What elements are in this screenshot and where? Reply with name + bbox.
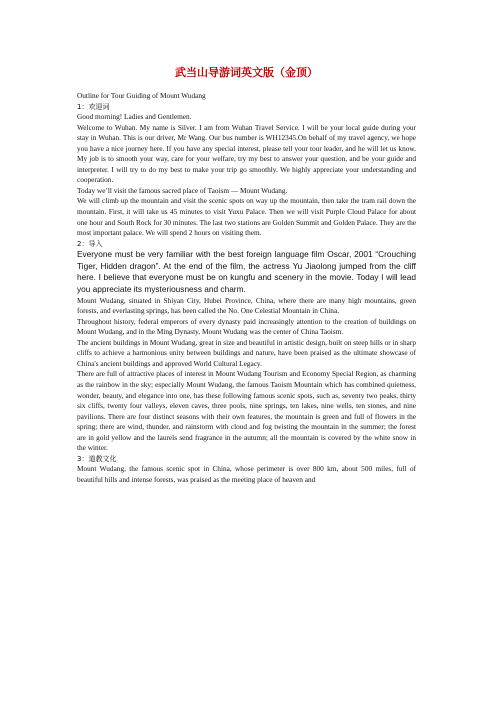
section-heading-taoist-culture: 3：道教文化 bbox=[77, 454, 117, 463]
document-content bbox=[77, 66, 416, 485]
document-title: 武当山导游词英文版（金顶） bbox=[175, 66, 318, 79]
outline-line: Outline for Tour Guiding of Mount Wudang bbox=[77, 91, 206, 100]
section-heading-welcome: 1：欢迎词 bbox=[77, 102, 110, 111]
section-heading-introduction: 2：导入 bbox=[77, 239, 103, 248]
paragraph: Welcome to Wuhan. My name is Silver. I am from Wuhan Travel Service. I will be your local guide during your stay in Wuhan. This is our driver, Mr Wang. Our bus number is WH12345.On behalf of my travel agency, we hope you have a nice journey here. If you have any special interest, please tell your tour leader, and he will let us know. My job is to smooth your way, care for your welfare, try my best to answer your question, and be your guide and interpreter. I will try to do my best to make your trip go smoothly. We highly appreciate your understanding and cooperation. bbox=[77, 122, 416, 185]
paragraph: There are full of attractive places of interest in Mount Wudang Tourism and Economy Special Region, as charming as the rainbow in the sky; especially Mount Wudang, the famous Taoism Mountain which has combined quietness, wonder, beauty, and elegance into one, has these following famous scenic spots, such as, seventy two peaks, thirty six cliffs, twenty four valleys, eleven caves, three pools, nine springs, ten lakes, nine wells, ten stones, and nine pavilions. There are four distinct seasons with their own features, the mountain is green and full of flowers in the spring; there are wind, thunder, and rainstorm with cloud and fog twisting the mountain in the summer; the forest are in gold yellow and the laurels send fragrance in the autumn; all the mountain is covered by the white snow in the winter. bbox=[77, 369, 416, 453]
paragraph: Mount Wudang, situated in Shiyan City, Hubei Province, China, where there are many high mountains, green forests, and everlasting springs, has been called the No. One Celestial Mountain in China. bbox=[77, 295, 416, 316]
paragraph: Good morning! Ladies and Gentlemen. bbox=[77, 112, 192, 122]
paragraph: Today we’ll visit the famous sacred place of Taoism — Mount Wudang. bbox=[77, 185, 288, 195]
paragraph: The ancient buildings in Mount Wudang, great in size and beautiful in artistic design, built on steep hills or in sharp cliffs to achieve a harmonious unity between buildings and nature, have been praised as the ultimate showcase of China's ancient buildings and approved World Cultural Legacy. bbox=[77, 337, 416, 368]
paragraph-large: Everyone must be very familiar with the best foreign language film Oscar, 2001 “Crouching Tiger, Hidden dragon”. At the end of the film, the actress Yu Jiaolong jumped from the cliff here. I believe that everyone must be on kungfu and scenery in the movie. Today I will lead you appreciate its mysteriousness and charm. bbox=[77, 249, 416, 294]
paragraph: Throughout history, federal emperors of every dynasty paid increasingly attention to the creation of buildings on Mount Wudang, and in the Ming Dynasty, Mount Wudang was the center of China Taoism. bbox=[77, 316, 416, 337]
paragraph: We will climb up the mountain and visit the scenic spots on way up the mountain, then take the tram rail down the mountain. First, it will take us 45 minutes to visit Yuxu Palace. Then we will visit Purple Cloud Palace for about one hour and South Rock for 30 minutes. The last two stations are Golden Summit and Golden Palace. They are the most important palace. We will spend 2 hours on visiting them. bbox=[77, 196, 416, 238]
paragraph: Mount Wudang, the famous scenic spot in China, whose perimeter is over 800 km, about 500 miles, full of beautiful hills and intense forests, was praised as the meeting place of heaven and bbox=[77, 464, 416, 484]
